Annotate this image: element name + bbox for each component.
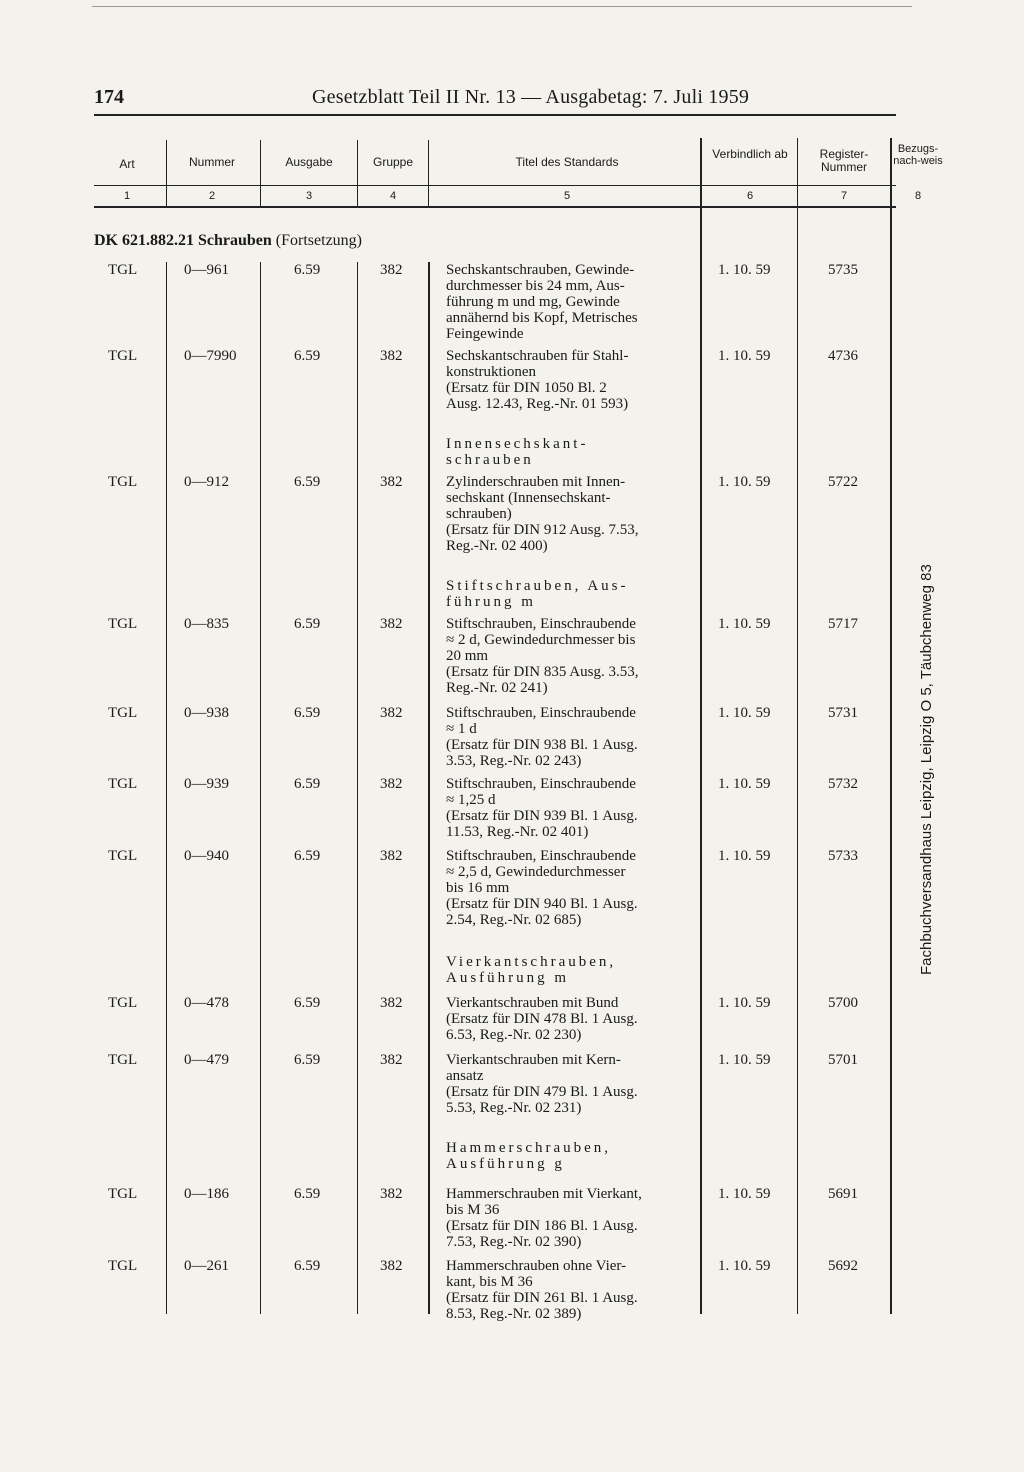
- titel-line: (Ersatz für DIN 186 Bl. 1 Ausg.: [446, 1218, 638, 1234]
- subheading-stiftschrauben: [446, 578, 628, 610]
- cell-ausgabe: 6.59: [294, 1186, 321, 1202]
- col-sep: [166, 140, 167, 206]
- cell-nummer: 0—261: [184, 1258, 229, 1274]
- col-header-titel: Titel des Standards: [515, 155, 619, 169]
- cell-nummer: 0—478: [184, 995, 229, 1011]
- titel-line: annähernd bis Kopf, Metrisches: [446, 310, 638, 326]
- cell-ausgabe: 6.59: [294, 348, 321, 364]
- titel-line: 20 mm: [446, 648, 489, 664]
- cell-titel: [446, 776, 696, 840]
- cell-titel: [446, 616, 696, 696]
- titel-line: ≈ 2,5 d, Gewindedurchmesser: [446, 864, 626, 880]
- col-sep: [357, 140, 358, 206]
- cell-verbindlich: 1. 10. 59: [718, 848, 771, 864]
- titel-line: (Ersatz für DIN 261 Bl. 1 Ausg.: [446, 1290, 638, 1306]
- col-sep: [428, 140, 429, 206]
- col-number-6: 6: [746, 190, 754, 202]
- cell-titel: [446, 1186, 696, 1250]
- titel-line: durchmesser bis 24 mm, Aus-: [446, 278, 625, 294]
- cell-verbindlich: 1. 10. 59: [718, 995, 771, 1011]
- cell-ausgabe: 6.59: [294, 616, 321, 632]
- subheading-line: Hammerschrauben,: [446, 1140, 612, 1156]
- cell-nummer: 0—940: [184, 848, 229, 864]
- cell-register: 5735: [828, 262, 858, 278]
- cell-verbindlich: 1. 10. 59: [718, 776, 771, 792]
- titel-line: ≈ 1,25 d: [446, 792, 496, 808]
- titel-line: ≈ 2 d, Gewindedurchmesser bis: [446, 632, 636, 648]
- titel-line: konstruktionen: [446, 364, 536, 380]
- cell-art: TGL: [108, 776, 138, 792]
- cell-ausgabe: 6.59: [294, 705, 321, 721]
- titel-line: Hammerschrauben ohne Vier-: [446, 1258, 627, 1274]
- cell-register: 5731: [828, 705, 858, 721]
- titel-line: (Ersatz für DIN 835 Ausg. 3.53,: [446, 664, 639, 680]
- titel-line: führung m und mg, Gewinde: [446, 294, 620, 310]
- titel-line: Stiftschrauben, Einschraubende: [446, 776, 636, 792]
- titel-line: 2.54, Reg.-Nr. 02 685): [446, 912, 582, 928]
- cell-art: TGL: [108, 1186, 138, 1202]
- cell-gruppe: 382: [380, 1052, 403, 1068]
- subheading-vierkantschrauben: [446, 954, 616, 986]
- cell-ausgabe: 6.59: [294, 262, 321, 278]
- col-header-nummer: Nummer: [188, 155, 235, 169]
- cell-nummer: 0—7990: [184, 348, 237, 364]
- header-rule-mid: [94, 185, 896, 186]
- subheading-line: führung m: [446, 594, 536, 610]
- col-header-register: Register-Nummer: [819, 147, 869, 174]
- subheading-line: Stiftschrauben, Aus-: [446, 578, 629, 594]
- titel-line: Sechskantschrauben für Stahl-: [446, 348, 629, 364]
- cell-gruppe: 382: [380, 348, 403, 364]
- cell-ausgabe: 6.59: [294, 1052, 321, 1068]
- titel-line: Vierkantschrauben mit Bund: [446, 995, 619, 1011]
- subheading-line: Innensechskant-: [446, 436, 589, 452]
- col-sep: [700, 138, 702, 206]
- top-edge-rule: [92, 6, 912, 7]
- cell-gruppe: 382: [380, 995, 403, 1011]
- col-sep: [357, 262, 358, 1314]
- titel-line: bis M 36: [446, 1202, 500, 1218]
- col-number-4: 4: [389, 190, 397, 202]
- col-sep: [260, 140, 261, 206]
- cell-gruppe: 382: [380, 474, 403, 490]
- cell-nummer: 0—835: [184, 616, 229, 632]
- cell-register: 4736: [828, 348, 858, 364]
- cell-art: TGL: [108, 616, 138, 632]
- col-sep: [428, 262, 430, 1314]
- titel-line: Reg.-Nr. 02 241): [446, 680, 548, 696]
- col-sep: [890, 208, 892, 1314]
- cell-register: 5717: [828, 616, 858, 632]
- cell-nummer: 0—939: [184, 776, 229, 792]
- titel-line: bis 16 mm: [446, 880, 510, 896]
- titel-line: Hammerschrauben mit Vierkant,: [446, 1186, 642, 1202]
- titel-line: (Ersatz für DIN 1050 Bl. 2: [446, 380, 607, 396]
- titel-line: 3.53, Reg.-Nr. 02 243): [446, 753, 582, 769]
- cell-gruppe: 382: [380, 262, 403, 278]
- dk-title: Schrauben: [198, 232, 272, 249]
- col-sep: [797, 138, 798, 206]
- cell-register: 5692: [828, 1258, 858, 1274]
- col-number-2: 2: [208, 190, 216, 202]
- header-rule-top: [94, 114, 896, 116]
- titel-line: schrauben): [446, 506, 512, 522]
- header-rule-bottom: [94, 206, 896, 208]
- cell-ausgabe: 6.59: [294, 776, 321, 792]
- col-sep: [890, 138, 892, 206]
- titel-line: 5.53, Reg.-Nr. 02 231): [446, 1100, 582, 1116]
- page-number: 174: [94, 86, 124, 108]
- cell-titel: [446, 1258, 696, 1322]
- col-sep: [166, 262, 167, 1314]
- subheading-line: Ausführung m: [446, 970, 570, 986]
- titel-line: Reg.-Nr. 02 400): [446, 538, 548, 554]
- titel-line: (Ersatz für DIN 938 Bl. 1 Ausg.: [446, 737, 638, 753]
- titel-line: 6.53, Reg.-Nr. 02 230): [446, 1027, 582, 1043]
- cell-titel: [446, 474, 696, 554]
- col-sep: [797, 208, 798, 1314]
- cell-register: 5722: [828, 474, 858, 490]
- titel-line: (Ersatz für DIN 912 Ausg. 7.53,: [446, 522, 639, 538]
- cell-verbindlich: 1. 10. 59: [718, 348, 771, 364]
- cell-art: TGL: [108, 262, 138, 278]
- titel-line: Vierkantschrauben mit Kern-: [446, 1052, 621, 1068]
- titel-line: (Ersatz für DIN 478 Bl. 1 Ausg.: [446, 1011, 638, 1027]
- titel-line: (Ersatz für DIN 479 Bl. 1 Ausg.: [446, 1084, 638, 1100]
- col-number-3: 3: [305, 190, 313, 202]
- col-number-7: 7: [840, 190, 848, 202]
- cell-nummer: 0—186: [184, 1186, 229, 1202]
- cell-titel: [446, 848, 696, 928]
- sidebar-publisher-text: Fachbuchversandhaus Leipzig, Leipzig O 5, Täubchenweg 83: [918, 564, 935, 975]
- cell-art: TGL: [108, 474, 138, 490]
- cell-register: 5700: [828, 995, 858, 1011]
- cell-gruppe: 382: [380, 1258, 403, 1274]
- cell-ausgabe: 6.59: [294, 474, 321, 490]
- titel-line: Ausg. 12.43, Reg.-Nr. 01 593): [446, 396, 629, 412]
- col-header-verbindlich: Verbindlich ab: [712, 147, 788, 161]
- titel-line: Stiftschrauben, Einschraubende: [446, 616, 636, 632]
- dk-continuation: (Fortsetzung): [275, 232, 362, 249]
- cell-verbindlich: 1. 10. 59: [718, 1052, 771, 1068]
- cell-verbindlich: 1. 10. 59: [718, 1186, 771, 1202]
- cell-register: 5733: [828, 848, 858, 864]
- col-sep: [700, 208, 702, 1314]
- titel-line: (Ersatz für DIN 940 Bl. 1 Ausg.: [446, 896, 638, 912]
- cell-nummer: 0—961: [184, 262, 229, 278]
- cell-register: 5732: [828, 776, 858, 792]
- cell-titel: [446, 262, 696, 342]
- dk-code: DK 621.882.21: [94, 232, 194, 249]
- titel-line: Feingewinde: [446, 326, 524, 342]
- titel-line: kant, bis M 36: [446, 1274, 533, 1290]
- cell-verbindlich: 1. 10. 59: [718, 1258, 771, 1274]
- cell-titel: [446, 705, 696, 769]
- cell-ausgabe: 6.59: [294, 1258, 321, 1274]
- subheading-line: Vierkantschrauben,: [446, 954, 617, 970]
- col-number-5: 5: [563, 190, 571, 202]
- cell-gruppe: 382: [380, 848, 403, 864]
- cell-nummer: 0—479: [184, 1052, 229, 1068]
- cell-ausgabe: 6.59: [294, 848, 321, 864]
- cell-verbindlich: 1. 10. 59: [718, 262, 771, 278]
- cell-nummer: 0—938: [184, 705, 229, 721]
- col-header-bezugsnachweis: Bezugs-nach-weis: [893, 143, 943, 167]
- cell-art: TGL: [108, 705, 138, 721]
- cell-gruppe: 382: [380, 616, 403, 632]
- cell-art: TGL: [108, 1052, 138, 1068]
- cell-verbindlich: 1. 10. 59: [718, 616, 771, 632]
- col-number-1: 1: [123, 190, 131, 202]
- titel-line: (Ersatz für DIN 939 Bl. 1 Ausg.: [446, 808, 638, 824]
- cell-titel: [446, 1052, 696, 1116]
- cell-ausgabe: 6.59: [294, 995, 321, 1011]
- titel-line: Zylinderschrauben mit Innen-: [446, 474, 626, 490]
- titel-line: Sechskantschrauben, Gewinde-: [446, 262, 635, 278]
- col-sep: [260, 262, 261, 1314]
- cell-titel: [446, 995, 696, 1043]
- titel-line: 8.53, Reg.-Nr. 02 389): [446, 1306, 582, 1322]
- subheading-hammerschrauben: [446, 1140, 611, 1172]
- cell-register: 5691: [828, 1186, 858, 1202]
- col-header-ausgabe: Ausgabe: [285, 155, 333, 169]
- subheading-line: Ausführung g: [446, 1156, 565, 1172]
- page-header-title: Gesetzblatt Teil II Nr. 13 — Ausgabetag: 7. Juli 1959: [312, 86, 750, 108]
- cell-gruppe: 382: [380, 776, 403, 792]
- cell-verbindlich: 1. 10. 59: [718, 705, 771, 721]
- cell-register: 5701: [828, 1052, 858, 1068]
- titel-line: 11.53, Reg.-Nr. 02 401): [446, 824, 589, 840]
- col-header-gruppe: Gruppe: [372, 155, 414, 169]
- cell-art: TGL: [108, 995, 138, 1011]
- col-header-art: Art: [119, 157, 135, 171]
- col-number-8: 8: [914, 190, 922, 202]
- cell-nummer: 0—912: [184, 474, 229, 490]
- subheading-innensechskant: [446, 436, 588, 468]
- titel-line: ≈ 1 d: [446, 721, 477, 737]
- cell-titel: [446, 348, 696, 412]
- cell-art: TGL: [108, 348, 138, 364]
- dk-section-heading: [94, 232, 362, 250]
- titel-line: 7.53, Reg.-Nr. 02 390): [446, 1234, 582, 1250]
- cell-gruppe: 382: [380, 1186, 403, 1202]
- cell-gruppe: 382: [380, 705, 403, 721]
- cell-verbindlich: 1. 10. 59: [718, 474, 771, 490]
- cell-art: TGL: [108, 848, 138, 864]
- subheading-line: schrauben: [446, 452, 534, 468]
- titel-line: Stiftschrauben, Einschraubende: [446, 705, 636, 721]
- cell-art: TGL: [108, 1258, 138, 1274]
- titel-line: Stiftschrauben, Einschraubende: [446, 848, 636, 864]
- titel-line: sechskant (Innensechskant-: [446, 490, 611, 506]
- titel-line: ansatz: [446, 1068, 484, 1084]
